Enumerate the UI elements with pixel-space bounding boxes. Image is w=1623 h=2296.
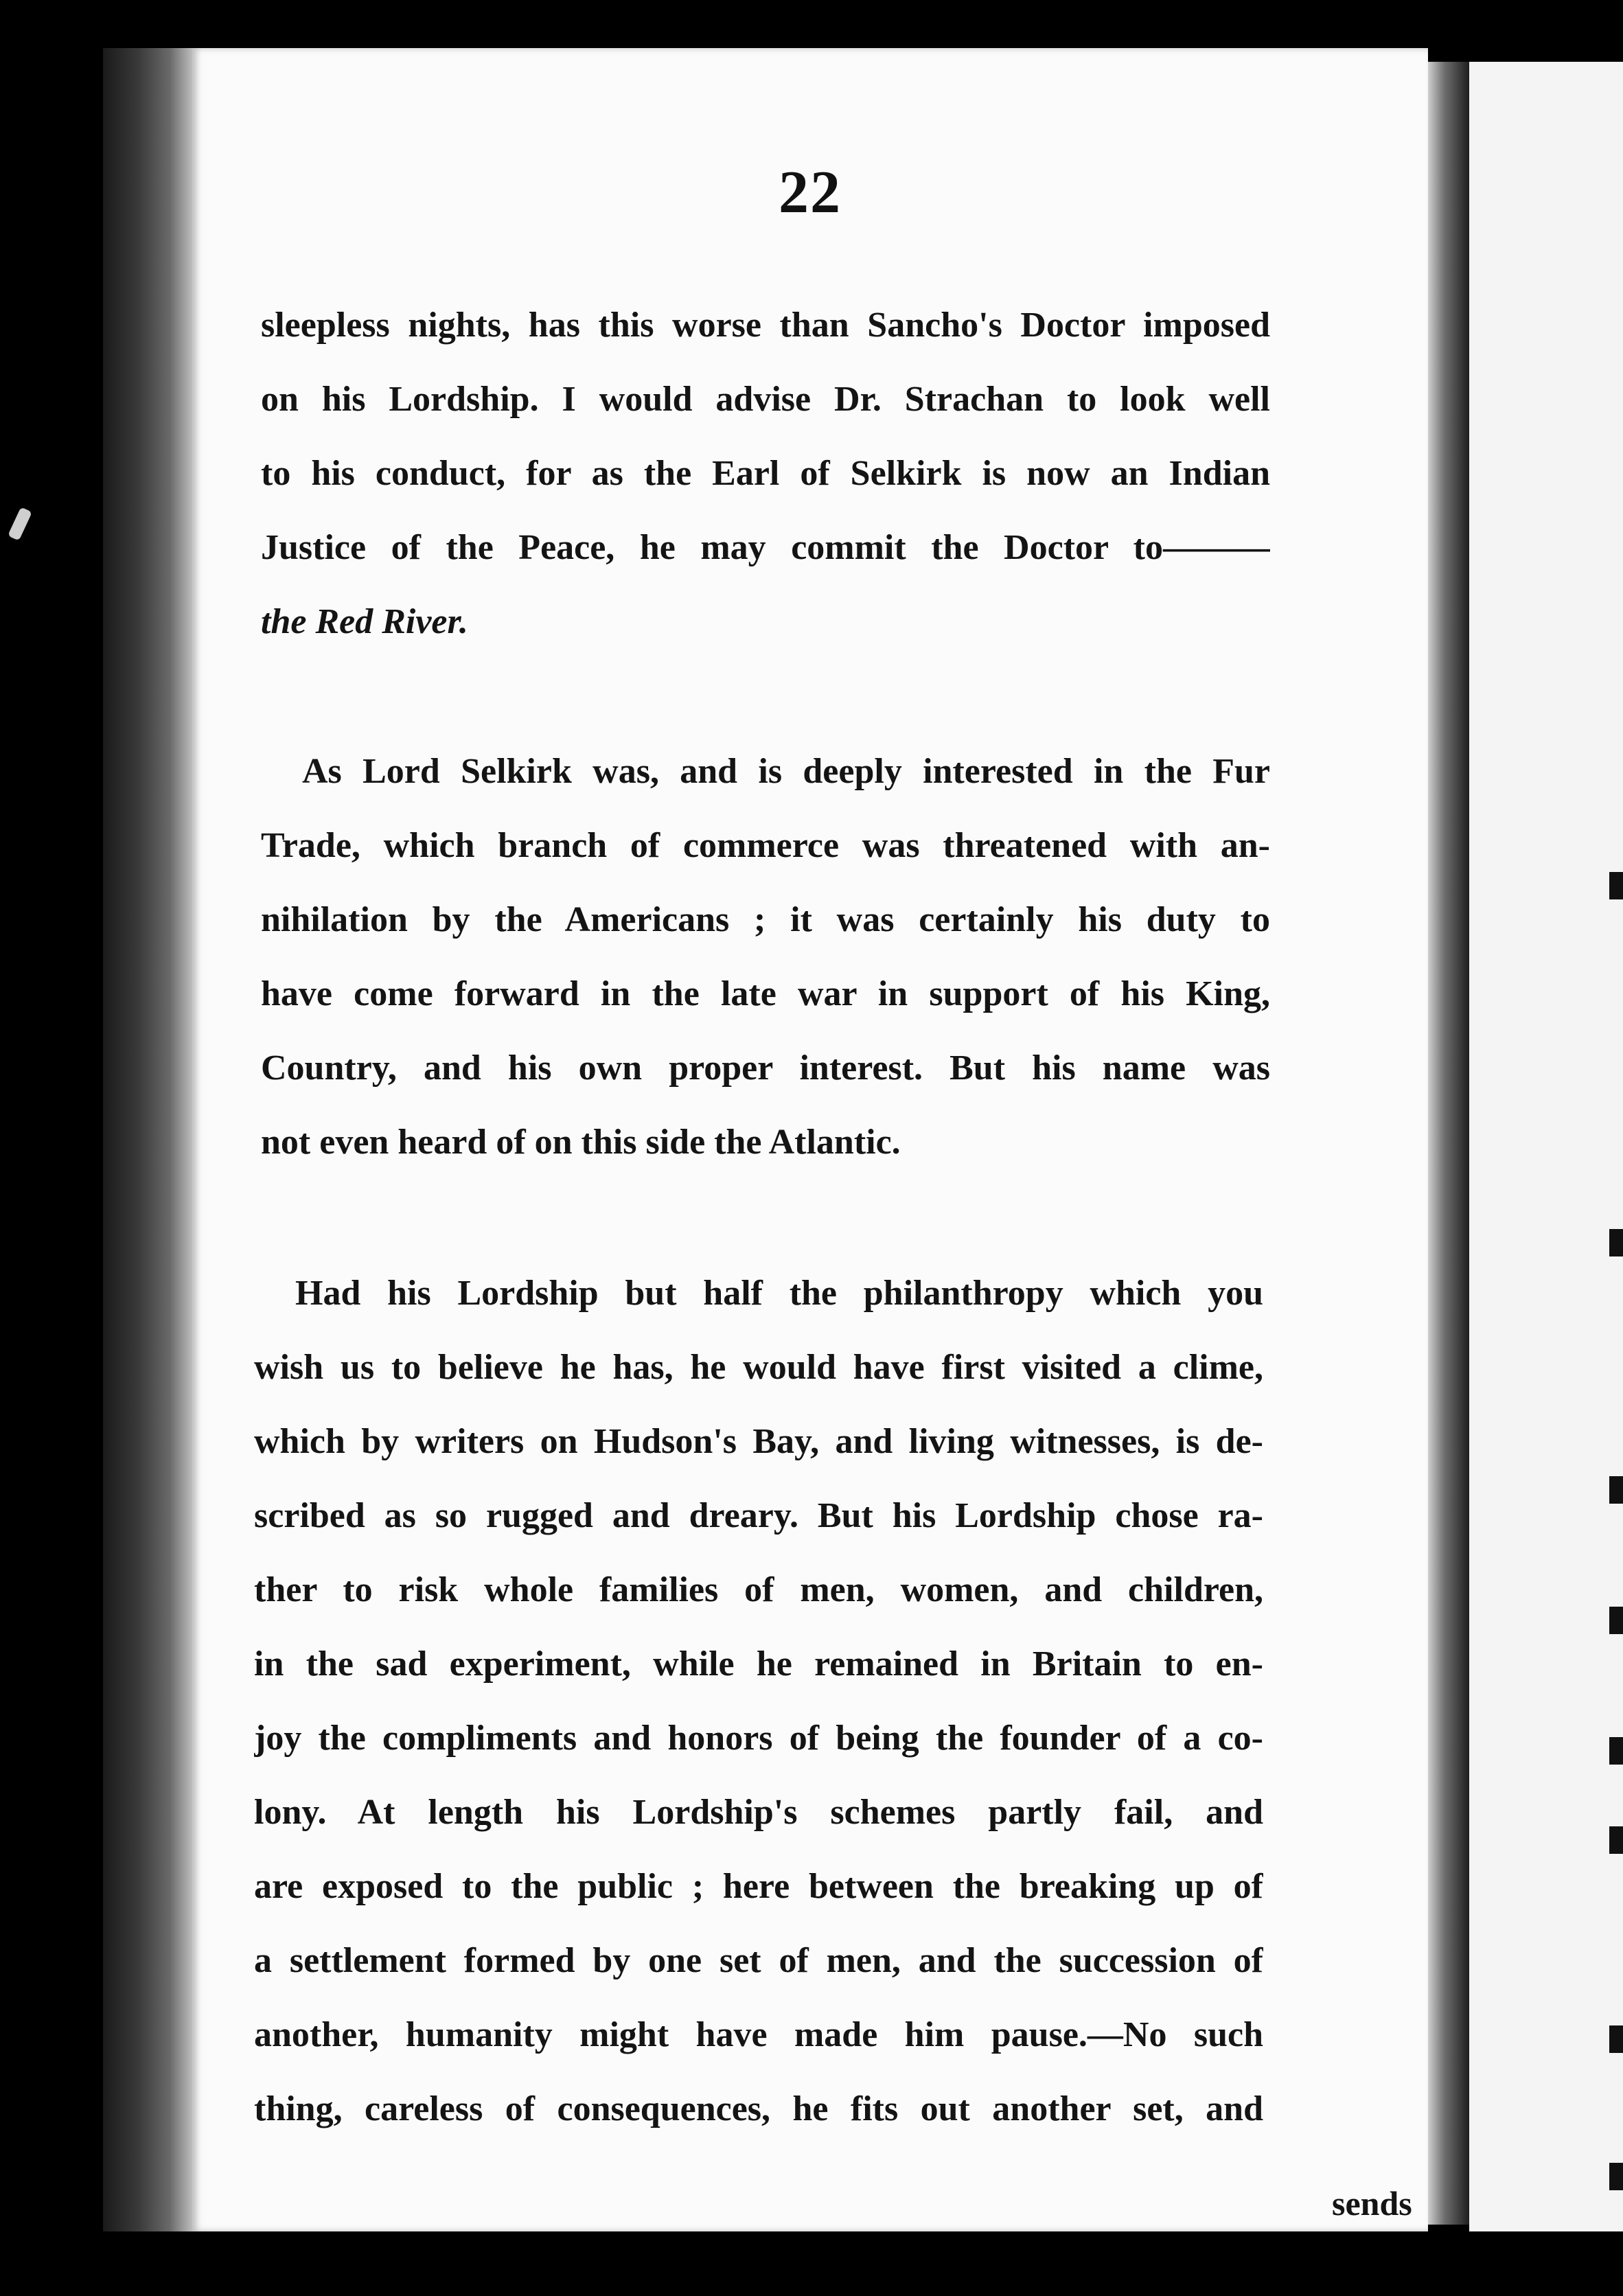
facing-page-glyph bbox=[1609, 2163, 1623, 2190]
facing-page-glyph bbox=[1609, 1476, 1623, 1504]
text-line: are exposed to the public ; here between the breaking up of bbox=[254, 1867, 1263, 1906]
facing-page-glyph bbox=[1609, 1737, 1623, 1765]
text-line: which by writers on Hudson's Bay, and living witnesses, is de- bbox=[254, 1422, 1263, 1461]
text-line: Country, and his own proper interest. But his name was bbox=[261, 1048, 1270, 1088]
text-line: nihilation by the Americans ; it was certainly his duty to bbox=[261, 900, 1270, 939]
facing-page-glyph bbox=[1609, 2025, 1623, 2053]
text-line: a settlement formed by one set of men, and the succession of bbox=[254, 1941, 1263, 1980]
text-line: thing, careless of consequences, he fits out another set, and bbox=[254, 2089, 1263, 2128]
book-binding-shadow bbox=[103, 48, 192, 2231]
facing-page-edge bbox=[1469, 62, 1623, 2231]
text-line: Trade, which branch of commerce was threatened with an- bbox=[261, 826, 1270, 865]
text-line: in the sad experiment, while he remained in Britain to en- bbox=[254, 1644, 1263, 1684]
paragraph-2 bbox=[261, 735, 1270, 1180]
text-line: the Red River. bbox=[261, 602, 468, 641]
text-line: joy the compliments and honors of being the founder of a co- bbox=[254, 1719, 1263, 1758]
page-number: 22 bbox=[779, 159, 842, 226]
text-line: wish us to believe he has, he would have first visited a clime, bbox=[254, 1348, 1263, 1387]
text-line: another, humanity might have made him pause.—No such bbox=[254, 2015, 1263, 2054]
text-line: on his Lordship. I would advise Dr. Strachan to look well bbox=[261, 380, 1270, 419]
text-line: sleepless nights, has this worse than Sancho's Doctor imposed bbox=[261, 306, 1270, 345]
facing-page-glyph bbox=[1609, 1826, 1623, 1854]
paragraph-1 bbox=[261, 288, 1270, 659]
book-page bbox=[192, 48, 1428, 2231]
text-line: have come forward in the late war in support of his King, bbox=[261, 974, 1270, 1013]
text-line: Justice of the Peace, he may commit the Doctor to——— bbox=[261, 528, 1270, 567]
page-edge-shadow bbox=[1428, 62, 1469, 2225]
text-line: not even heard of on this side the Atlantic. bbox=[261, 1123, 901, 1162]
facing-page-glyph bbox=[1609, 1229, 1623, 1256]
text-line: As Lord Selkirk was, and is deeply interested in the Fur bbox=[302, 752, 1270, 791]
text-line: to his conduct, for as the Earl of Selkirk is now an Indian bbox=[261, 454, 1270, 493]
paragraph-3 bbox=[254, 1256, 1263, 2146]
facing-page-glyph bbox=[1609, 1607, 1623, 1634]
text-line: Had his Lordship but half the philanthropy which you bbox=[295, 1274, 1263, 1313]
text-line: ther to risk whole families of men, women, and children, bbox=[254, 1570, 1263, 1609]
text-line: scribed as so rugged and dreary. But his Lordship chose ra- bbox=[254, 1496, 1263, 1535]
facing-page-glyph bbox=[1609, 872, 1623, 899]
text-line: lony. At length his Lordship's schemes partly fail, and bbox=[254, 1793, 1263, 1832]
catchword: sends bbox=[1332, 2184, 1412, 2223]
